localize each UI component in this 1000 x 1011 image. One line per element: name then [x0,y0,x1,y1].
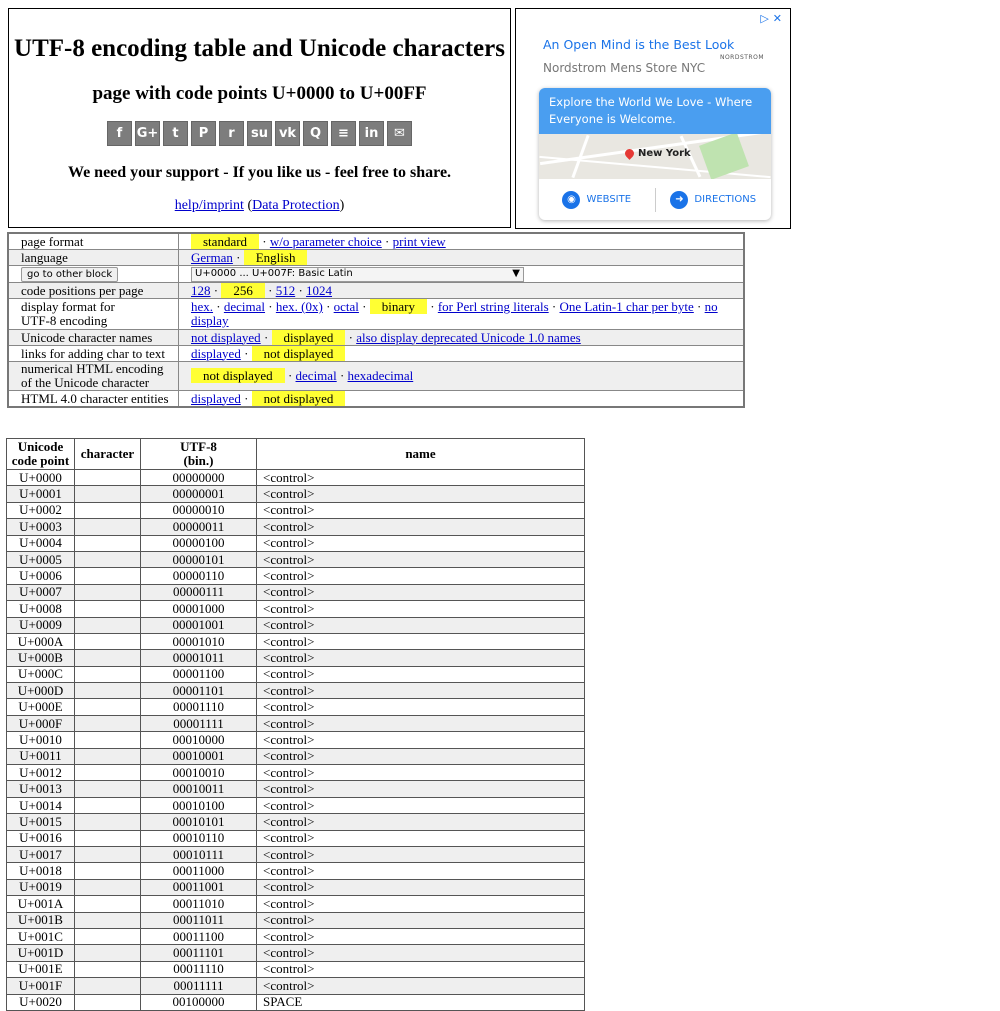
utf8-cell: 00000011 [141,519,257,535]
option-label: HTML 4.0 character entities [8,391,179,408]
table-row [7,846,585,862]
code-point-cell: U+0018 [7,863,75,879]
reddit-icon[interactable]: r [219,121,244,146]
table-row [7,683,585,699]
name-cell: <control> [257,633,585,649]
character-cell [75,584,141,600]
character-cell [75,830,141,846]
utf8-cell: 00011100 [141,928,257,944]
utf8-cell: 00001010 [141,633,257,649]
name-cell: <control> [257,584,585,600]
name-cell: <control> [257,519,585,535]
print-view-link[interactable]: print view [392,233,446,249]
format-no-display-link[interactable]: no display [191,299,718,328]
table-row [7,617,585,633]
code-point-cell: U+0016 [7,830,75,846]
format-hex-0x-link[interactable]: hex. (0x) [275,299,323,314]
entities-displayed-link[interactable]: displayed [191,390,241,406]
table-row [7,732,585,748]
utf8-cell: 00010001 [141,748,257,764]
option-label: links for adding char to text [8,346,179,362]
page-format-no-param-link[interactable]: w/o parameter choice [269,233,382,249]
table-row [7,519,585,535]
code-point-cell: U+001F [7,978,75,994]
character-cell [75,617,141,633]
utf8-cell: 00000100 [141,535,257,551]
entities-not-displayed: not displayed [252,391,346,406]
code-point-cell: U+0007 [7,584,75,600]
name-cell: <control> [257,650,585,666]
name-cell: <control> [257,814,585,830]
share-bar [9,121,510,146]
code-point-cell: U+0020 [7,994,75,1010]
table-row [7,502,585,518]
email-icon[interactable]: ✉ [387,121,412,146]
option-label: Unicode character names [8,330,179,346]
code-point-cell: U+000B [7,650,75,666]
name-cell: <control> [257,797,585,813]
character-cell [75,961,141,977]
data-protection-link[interactable]: Data Protection [252,198,340,213]
per-page-512-link[interactable]: 512 [275,282,296,298]
character-cell [75,535,141,551]
code-point-cell: U+0012 [7,765,75,781]
code-point-cell: U+0014 [7,797,75,813]
table-row [7,486,585,502]
table-row [7,814,585,830]
per-page-128-link[interactable]: 128 [191,282,211,298]
code-point-cell: U+0001 [7,486,75,502]
utf8-cell: 00100000 [141,994,257,1010]
character-cell [75,846,141,862]
code-point-cell: U+0002 [7,502,75,518]
name-cell: <control> [257,715,585,731]
help-imprint-link[interactable]: help/imprint [174,198,244,213]
code-point-cell: U+0015 [7,814,75,830]
character-cell [75,732,141,748]
per-page-256: 256 [221,283,265,298]
language-english: English [244,250,308,265]
character-cell [75,683,141,699]
name-cell: <control> [257,846,585,862]
utf8-cell: 00000110 [141,568,257,584]
code-point-cell: U+0010 [7,732,75,748]
option-label: language [8,250,179,266]
utf8-cell: 00010010 [141,765,257,781]
names-displayed: displayed [272,330,346,345]
character-cell [75,896,141,912]
code-point-cell: U+0008 [7,601,75,617]
character-cell [75,666,141,682]
utf8-cell: 00011101 [141,945,257,961]
col-header-character: character [75,439,141,470]
code-point-cell: U+000E [7,699,75,715]
google-plus-icon[interactable]: G+ [135,121,160,146]
ad-card[interactable] [539,88,771,220]
name-cell: <control> [257,978,585,994]
character-cell [75,519,141,535]
utf8-cell: 00010111 [141,846,257,862]
name-cell: <control> [257,928,585,944]
facebook-icon[interactable]: f [107,121,132,146]
format-decimal-link[interactable]: decimal [223,299,266,314]
code-point-cell: U+0009 [7,617,75,633]
page-title: UTF-8 encoding table and Unicode characters [14,35,505,62]
utf8-cell: 00010100 [141,797,257,813]
numeric-not-displayed: not displayed [191,368,285,383]
character-cell [75,978,141,994]
dropdown-arrow-icon: ▼ [512,268,520,279]
table-row [7,633,585,649]
ad-card-text[interactable]: Explore the World We Love - Where Everyone is Welcome. [539,88,771,134]
name-cell: <control> [257,912,585,928]
links-not-displayed: not displayed [252,346,346,361]
character-cell [75,470,141,486]
ad-subtitle: Nordstrom Mens Store NYC [543,61,706,75]
stumbleupon-icon[interactable]: su [247,121,272,146]
table-row [7,748,585,764]
utf8-cell: 00011000 [141,863,257,879]
page-header [8,8,511,228]
code-point-cell: U+0000 [7,470,75,486]
name-cell: <control> [257,781,585,797]
go-to-other-block-button[interactable]: go to other block [21,267,118,282]
name-cell: <control> [257,863,585,879]
name-cell: <control> [257,617,585,633]
name-cell: <control> [257,502,585,518]
character-cell [75,715,141,731]
utf8-cell: 00001000 [141,601,257,617]
col-header-name: name [257,439,585,470]
format-octal-link[interactable]: octal [333,299,359,314]
table-row [7,928,585,944]
name-cell: <control> [257,551,585,567]
character-cell [75,650,141,666]
code-point-cell: U+001C [7,928,75,944]
page-format-standard: standard [191,234,259,249]
character-cell [75,633,141,649]
utf8-cell: 00000111 [141,584,257,600]
table-row [7,666,585,682]
table-row [7,945,585,961]
ad-map-label: New York [638,148,691,159]
utf8-cell: 00000001 [141,486,257,502]
code-point-cell: U+001E [7,961,75,977]
character-cell [75,765,141,781]
directions-icon: ➜ [670,191,688,209]
character-cell [75,781,141,797]
character-cell [75,748,141,764]
table-row [7,584,585,600]
name-cell: <control> [257,961,585,977]
name-cell: <control> [257,535,585,551]
table-row [7,470,585,486]
character-cell [75,568,141,584]
utf8-cell: 00000101 [141,551,257,567]
twitter-icon[interactable]: t [163,121,188,146]
close-icon[interactable]: ✕ [772,12,782,25]
character-cell [75,601,141,617]
table-row [7,863,585,879]
table-row [7,912,585,928]
name-cell: <control> [257,879,585,895]
character-cell [75,863,141,879]
format-binary: binary [370,299,427,314]
table-row [7,896,585,912]
qzone-icon[interactable]: Q [303,121,328,146]
utf8-cell: 00010110 [141,830,257,846]
code-point-cell: U+001D [7,945,75,961]
option-label: display format for UTF-8 encoding [8,299,179,330]
ad-banner[interactable] [515,8,791,229]
code-point-cell: U+0006 [7,568,75,584]
utf8-cell: 00000000 [141,470,257,486]
character-cell [75,502,141,518]
option-label: code positions per page [8,283,179,299]
col-header-utf8: UTF-8 (bin.) [141,439,257,470]
table-row [7,781,585,797]
code-point-cell: U+0004 [7,535,75,551]
ad-title[interactable]: An Open Mind is the Best Look [543,37,735,52]
character-cell [75,797,141,813]
code-point-cell: U+0019 [7,879,75,895]
character-cell [75,551,141,567]
utf8-cell: 00011010 [141,896,257,912]
utf8-cell: 00010101 [141,814,257,830]
character-cell [75,486,141,502]
vk-icon[interactable]: vk [275,121,300,146]
table-row [7,568,585,584]
code-point-cell: U+001A [7,896,75,912]
name-cell: <control> [257,601,585,617]
names-deprecated-link[interactable]: also display deprecated Unicode 1.0 names [356,329,581,345]
table-row [7,650,585,666]
table-row [7,994,585,1010]
table-row [7,797,585,813]
table-row [7,879,585,895]
numeric-decimal-link[interactable]: decimal [295,368,337,383]
utf8-cell: 00001110 [141,699,257,715]
name-cell: <control> [257,683,585,699]
utf8-cell: 00001100 [141,666,257,682]
character-cell [75,912,141,928]
table-row [7,978,585,994]
character-cell [75,928,141,944]
name-cell: <control> [257,765,585,781]
unicode-table [6,438,585,1011]
table-row [7,961,585,977]
table-row [7,601,585,617]
adchoices-icon[interactable]: ▷ [760,12,769,25]
format-hex-link[interactable]: hex. [191,299,214,314]
buffer-icon[interactable]: ≡ [331,121,356,146]
name-cell: <control> [257,699,585,715]
page-subtitle: page with code points U+0000 to U+00FF [92,83,427,104]
links-displayed-link[interactable]: displayed [191,345,241,361]
globe-icon: ◉ [562,191,580,209]
table-row [7,551,585,567]
option-label: numerical HTML encoding of the Unicode character [8,362,179,391]
format-latin1-link[interactable]: One Latin-1 char per byte [559,299,694,314]
code-point-cell: U+0005 [7,551,75,567]
options-table: page format standard · w/o parameter choice · print view language German · English go to other block U+0000 ... U+007F: Basic Latin ▼ code positions per page 128 · 256 · 512 · 1024 display format for UTF-8 encoding hex. · decimal · hex. (0x) · octal · binary · for Perl string literals · One Latin-1 char per byte · no display Unicode character names not displayed · displayed · also display deprecated Unicode 1.0 names links for adding char to text displayed · not displayed numerical HTML encoding of the Unicode character not displayed · decimal · hexadecimal HTML 4.0 character entities displayed · not displayed [7,232,745,408]
table-row [7,830,585,846]
code-point-cell: U+0011 [7,748,75,764]
utf8-cell: 00011011 [141,912,257,928]
name-cell: SPACE [257,994,585,1010]
language-german-link[interactable]: German [191,249,233,265]
code-point-cell: U+0013 [7,781,75,797]
map-pin-icon [623,147,636,160]
code-point-cell: U+001B [7,912,75,928]
utf8-cell: 00001111 [141,715,257,731]
character-cell [75,814,141,830]
utf8-cell: 00000010 [141,502,257,518]
code-point-cell: U+000A [7,633,75,649]
character-cell [75,945,141,961]
utf8-cell: 00011001 [141,879,257,895]
format-perl-link[interactable]: for Perl string literals [437,299,549,314]
table-row [7,715,585,731]
linkedin-icon[interactable]: in [359,121,384,146]
per-page-1024-link[interactable]: 1024 [306,282,333,298]
option-label: page format [8,233,179,250]
pinterest-icon[interactable]: P [191,121,216,146]
name-cell: <control> [257,732,585,748]
character-cell [75,879,141,895]
support-text: We need your support - If you like us - feel free to share. [67,164,452,181]
name-cell: <control> [257,568,585,584]
code-point-cell: U+0003 [7,519,75,535]
name-cell: <control> [257,896,585,912]
block-select[interactable]: U+0000 ... U+007F: Basic Latin ▼ [191,267,524,282]
names-not-displayed-link[interactable]: not displayed [191,329,261,345]
ad-map[interactable] [539,134,771,179]
name-cell: <control> [257,830,585,846]
utf8-cell: 00001001 [141,617,257,633]
numeric-hex-link[interactable]: hexadecimal [347,368,414,383]
utf8-cell: 00001011 [141,650,257,666]
name-cell: <control> [257,666,585,682]
name-cell: <control> [257,486,585,502]
code-point-cell: U+000D [7,683,75,699]
help-line: help/imprint (Data Protection) [174,198,345,213]
name-cell: <control> [257,748,585,764]
character-cell [75,994,141,1010]
utf8-cell: 00011110 [141,961,257,977]
name-cell: <control> [257,470,585,486]
table-row [7,765,585,781]
code-point-cell: U+000F [7,715,75,731]
utf8-cell: 00011111 [141,978,257,994]
col-header-code-point: Unicode code point [7,439,75,470]
utf8-cell: 00010000 [141,732,257,748]
table-row [7,699,585,715]
code-point-cell: U+0017 [7,846,75,862]
name-cell: <control> [257,945,585,961]
table-row [7,535,585,551]
utf8-cell: 00001101 [141,683,257,699]
ad-brand-logo: NORDSTROM [719,54,764,61]
character-cell [75,699,141,715]
utf8-cell: 00010011 [141,781,257,797]
code-point-cell: U+000C [7,666,75,682]
ad-directions-button[interactable]: ➜ DIRECTIONS [656,191,772,209]
ad-website-button[interactable]: ◉ WEBSITE [539,191,655,209]
